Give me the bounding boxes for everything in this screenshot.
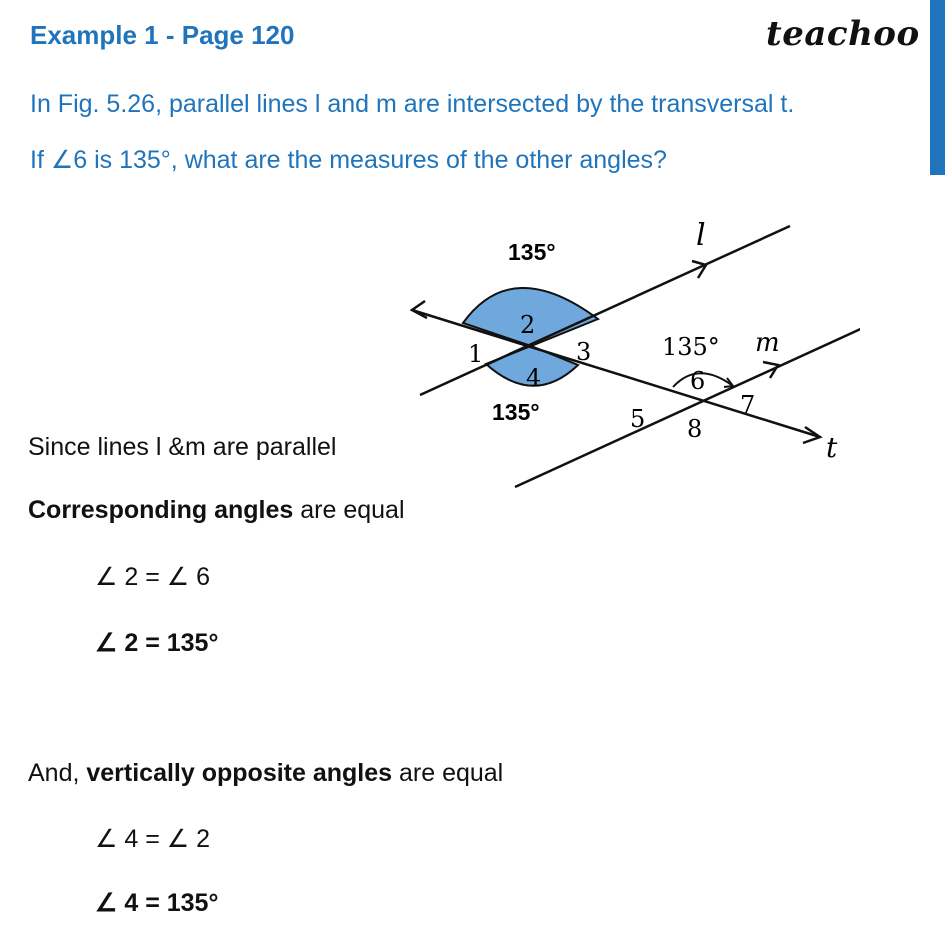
line-t-label: t: [826, 431, 838, 464]
angle-2-number: 2: [520, 311, 536, 339]
angle-1-number: 1: [468, 340, 484, 368]
corresponding-bold: Corresponding angles: [28, 496, 294, 524]
page-title: Example 1 - Page 120: [30, 20, 295, 50]
corresponding-rest: are equal: [293, 496, 405, 524]
equation-4: ∠ 4 = 135°: [95, 889, 219, 917]
equation-2: ∠ 2 = 135°: [95, 629, 219, 657]
vertical-rest: are equal: [392, 759, 504, 787]
since-text: Since lines l &m are parallel: [28, 433, 337, 461]
angle-3-number: 3: [576, 338, 592, 366]
angle-6-value-label: 135°: [662, 333, 720, 361]
parallel-lines-figure: [400, 215, 860, 495]
vertical-statement: [28, 759, 503, 788]
angle-7-number: 7: [740, 391, 756, 419]
question-line-1: In Fig. 5.26, parallel lines l and m are intersected by the transversal t.: [30, 90, 795, 118]
equation-1: ∠ 2 = ∠ 6: [95, 563, 211, 591]
line-t-arrow-left: [412, 301, 427, 318]
line-l-label: l: [696, 218, 706, 253]
vertical-bold: vertically opposite angles: [86, 759, 393, 787]
line-m-label: m: [755, 328, 780, 358]
figure-svg: [400, 215, 860, 490]
angle-8-number: 8: [687, 415, 703, 443]
angle-top-label: 135°: [508, 239, 556, 265]
angle-6-number: 6: [690, 367, 706, 395]
angle-5-number: 5: [630, 405, 646, 433]
angle-4-number: 4: [526, 364, 542, 392]
scrollbar-track[interactable]: [930, 175, 945, 945]
vertical-pre: And,: [28, 759, 87, 787]
equation-3: ∠ 4 = ∠ 2: [95, 825, 211, 853]
question-line-2: If ∠6 is 135°, what are the measures of the other angles?: [30, 146, 667, 174]
teachoo-logo: teachoo: [766, 14, 920, 54]
corresponding-statement: [28, 496, 405, 525]
angle-bottom-label: 135°: [492, 399, 540, 425]
scrollbar-thumb[interactable]: [930, 0, 945, 175]
